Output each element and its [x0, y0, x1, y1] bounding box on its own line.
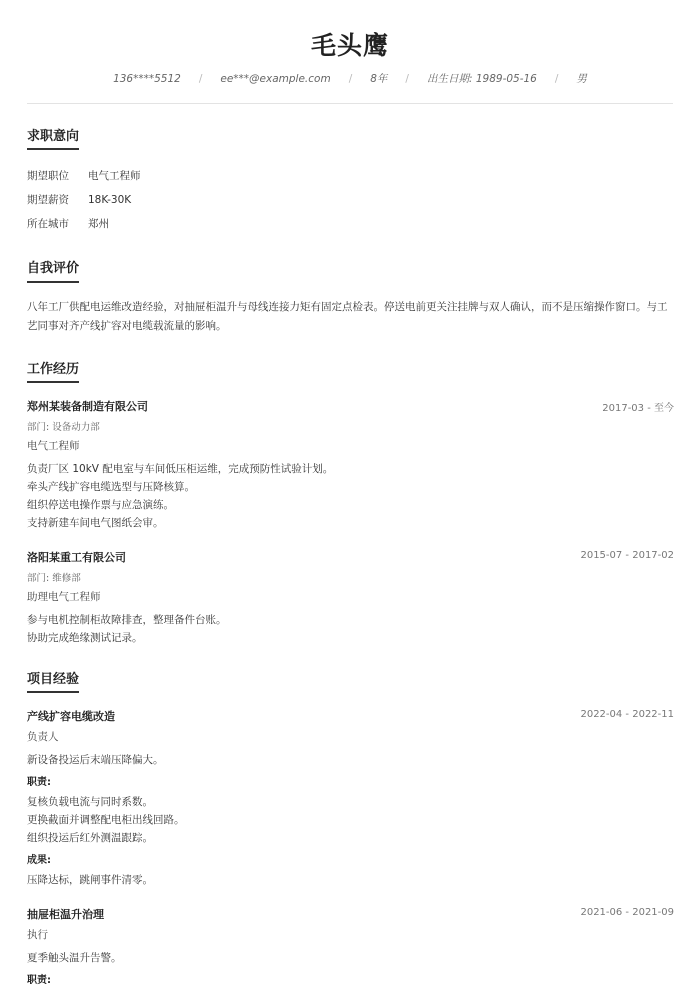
project-date: 2022-04 - 2022-11 [580, 709, 674, 720]
project-result-label: 成果: [27, 855, 51, 866]
gender: 男 [576, 73, 587, 85]
work-date: 2015-07 - 2017-02 [580, 550, 674, 561]
intent-label: 期望薪资 [27, 194, 69, 206]
section-title-intent: 求职意向 [27, 129, 80, 144]
project-description: 夏季触头温升告警。 [27, 952, 122, 964]
project-duty-label: 职责: [27, 975, 51, 986]
project-duty-line: 复核负载电流与同时系数。 [27, 796, 153, 808]
work-company: 郑州某装备制造有限公司 [27, 400, 148, 413]
intent-row-salary [27, 192, 131, 207]
section-underline [27, 381, 79, 383]
section-title-projects: 项目经验 [27, 672, 80, 687]
work-duty-line: 组织停送电操作票与应急演练。 [27, 499, 174, 511]
work-duty-line: 负责厂区 10kV 配电室与车间低压柜运维，完成预防性试验计划。 [27, 463, 334, 475]
section-title-work: 工作经历 [27, 362, 80, 377]
intent-value: 郑州 [88, 218, 109, 230]
phone: 136****5512 [113, 72, 181, 85]
intent-value: 18K-30K [88, 194, 132, 206]
work-duty-line: 协助完成绝缘测试记录。 [27, 632, 143, 644]
work-department: 部门: 维修部 [27, 573, 81, 584]
intent-row-city [27, 216, 109, 231]
self-evaluation-text: 八年工厂供配电运维改造经验，对抽屉柜温升与母线连接力矩有固定点检表。停送电前更关注挂牌与双人确认，而不是压缩操作窗口。与工艺同事对齐产线扩容对电缆载流量的影响。 [27, 301, 668, 332]
work-duty-line: 牵头产线扩容电缆选型与压降核算。 [27, 481, 195, 493]
project-date: 2021-06 - 2021-09 [580, 907, 674, 918]
separator: / [198, 72, 203, 85]
separator: / [554, 72, 559, 85]
intent-label: 所在城市 [27, 218, 69, 230]
work-duty-line: 支持新建车间电气图纸会审。 [27, 517, 164, 529]
project-duty-label: 职责: [27, 777, 51, 788]
section-underline [27, 148, 79, 150]
separator: / [348, 72, 353, 85]
work-company: 洛阳某重工有限公司 [27, 551, 126, 564]
project-duty-line: 更换截面并调整配电柜出线回路。 [27, 814, 185, 826]
candidate-name: 毛头鹰 [310, 31, 389, 60]
intent-value: 电气工程师 [88, 170, 141, 182]
section-underline [27, 691, 79, 693]
work-role: 电气工程师 [27, 440, 80, 452]
separator: / [405, 72, 409, 85]
work-date: 2017-03 - 至今 [602, 403, 674, 414]
intent-row-position [27, 168, 141, 183]
project-name: 抽屉柜温升治理 [27, 908, 104, 921]
project-description: 新设备投运后末端压降偏大。 [27, 754, 164, 766]
contact-bar [0, 71, 700, 86]
experience-years: 8年 [370, 73, 388, 85]
project-role: 负责人 [27, 731, 59, 743]
project-result-line: 压降达标，跳闸事件清零。 [27, 874, 153, 886]
intent-label: 期望职位 [27, 170, 69, 182]
project-duty-line: 组织投运后红外测温跟踪。 [27, 832, 153, 844]
work-department: 部门: 设备动力部 [27, 422, 100, 433]
project-name: 产线扩容电缆改造 [27, 710, 115, 723]
work-duty-line: 参与电机控制柜故障排查，整理备件台账。 [27, 614, 227, 626]
birth-date: 出生日期: 1989-05-16 [426, 73, 537, 85]
project-role: 执行 [27, 929, 48, 941]
header-divider [27, 103, 673, 104]
section-title-self: 自我评价 [27, 261, 80, 276]
work-role: 助理电气工程师 [27, 591, 101, 603]
section-underline [27, 281, 79, 283]
email: ee***@example.com [220, 72, 331, 85]
